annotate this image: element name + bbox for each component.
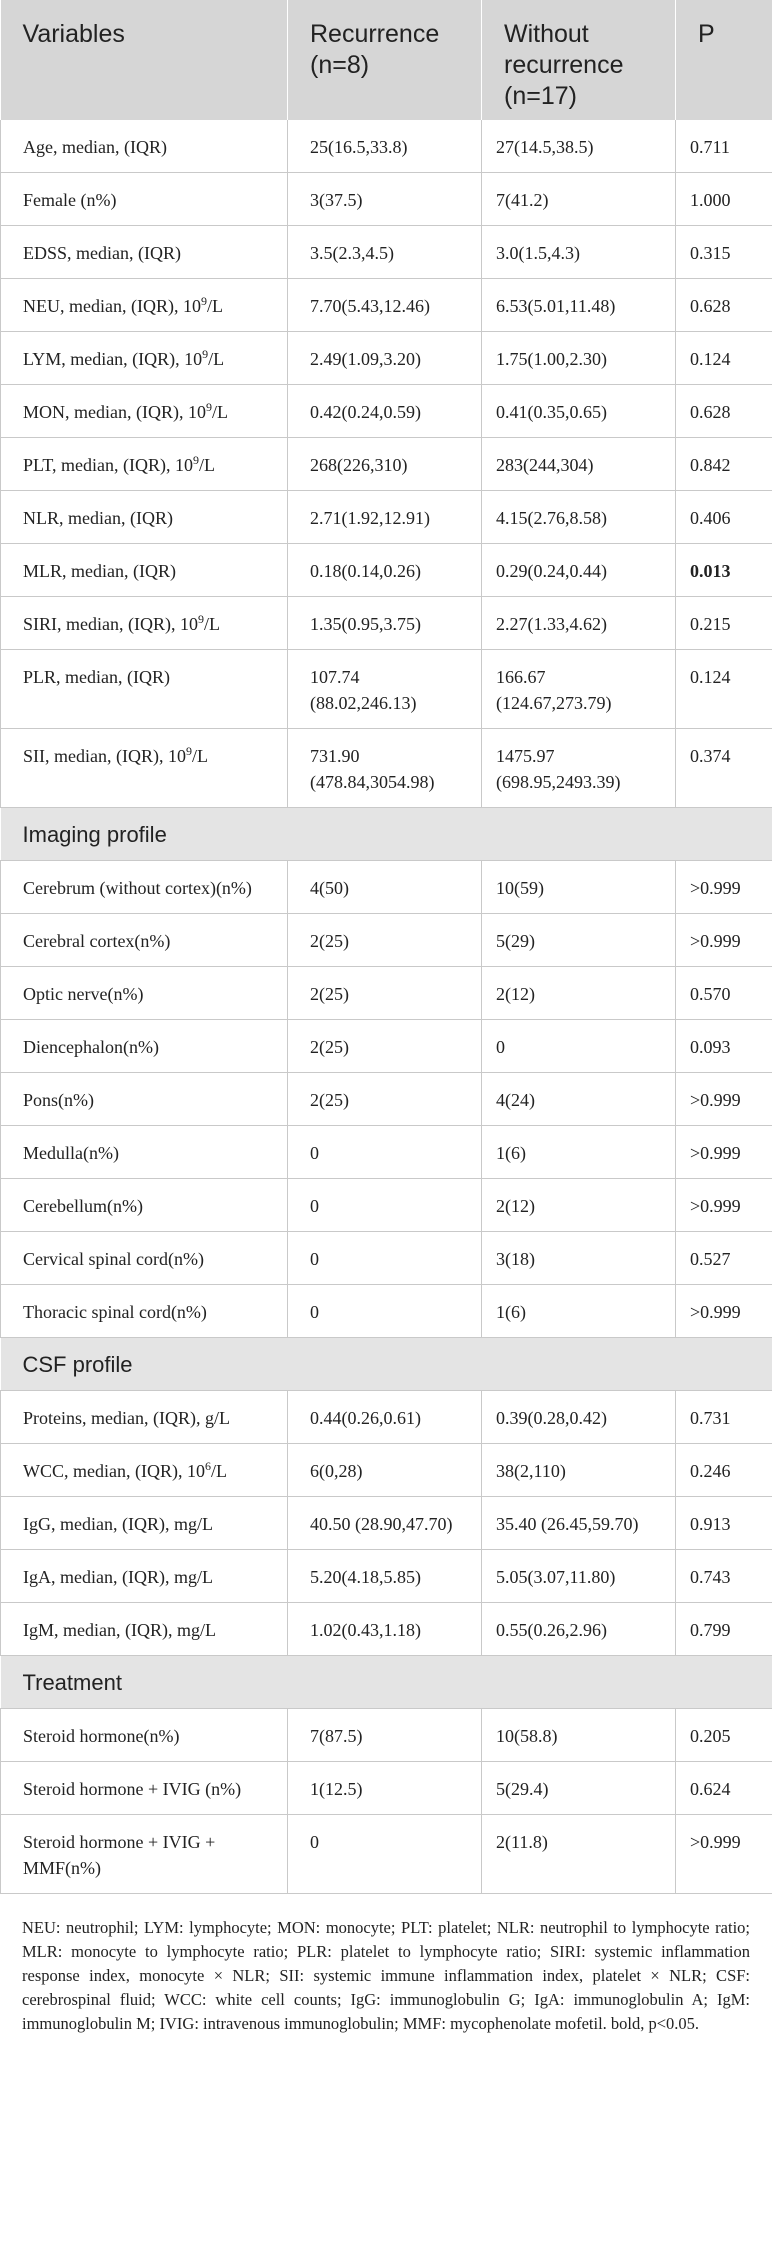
table-body bbox=[1, 120, 772, 1894]
without-recurrence-value: 2(12) bbox=[482, 967, 676, 1020]
section-row bbox=[1, 1338, 772, 1391]
without-recurrence-value: 5(29.4) bbox=[482, 1762, 676, 1815]
variable-cell bbox=[1, 1126, 288, 1179]
p-value: 0.124 bbox=[676, 650, 772, 729]
table-row bbox=[1, 438, 772, 491]
without-recurrence-value: 5(29) bbox=[482, 914, 676, 967]
table-row bbox=[1, 1709, 772, 1762]
without-recurrence-value: 10(59) bbox=[482, 861, 676, 914]
p-value: 0.406 bbox=[676, 491, 772, 544]
table-row bbox=[1, 1179, 772, 1232]
without-recurrence-value: 1(6) bbox=[482, 1126, 676, 1179]
without-recurrence-value: 27(14.5,38.5) bbox=[482, 120, 676, 173]
unit-tail: /L bbox=[198, 455, 215, 475]
recurrence-value: 25(16.5,33.8) bbox=[288, 120, 482, 173]
unit-tail: /L bbox=[191, 746, 208, 766]
table-row bbox=[1, 491, 772, 544]
variable-label: Female (n%) bbox=[23, 190, 117, 210]
table-row bbox=[1, 861, 772, 914]
table-row bbox=[1, 332, 772, 385]
table-row bbox=[1, 279, 772, 332]
unit-tail: /L bbox=[206, 296, 223, 316]
recurrence-value: 1.35(0.95,3.75) bbox=[288, 597, 482, 650]
table-row bbox=[1, 1762, 772, 1815]
variable-label: SIRI, median, (IQR), 10 bbox=[23, 614, 198, 634]
variable-cell bbox=[1, 173, 288, 226]
p-value: 0.093 bbox=[676, 1020, 772, 1073]
unit-exponent: 6 bbox=[204, 1459, 211, 1473]
variable-cell bbox=[1, 1550, 288, 1603]
variable-label: MLR, median, (IQR) bbox=[23, 561, 176, 581]
p-value: 0.628 bbox=[676, 279, 772, 332]
recurrence-value: 6(0,28) bbox=[288, 1444, 482, 1497]
table-row bbox=[1, 1285, 772, 1338]
variable-cell bbox=[1, 861, 288, 914]
variable-label: SII, median, (IQR), 10 bbox=[23, 746, 186, 766]
recurrence-value: 1.02(0.43,1.18) bbox=[288, 1603, 482, 1656]
variable-cell bbox=[1, 1179, 288, 1232]
variable-cell bbox=[1, 1762, 288, 1815]
variable-label: Steroid hormone + IVIG (n%) bbox=[23, 1779, 242, 1799]
table-row bbox=[1, 1497, 772, 1550]
without-recurrence-value: 5.05(3.07,11.80) bbox=[482, 1550, 676, 1603]
p-value: >0.999 bbox=[676, 861, 772, 914]
variable-label: NEU, median, (IQR), 10 bbox=[23, 296, 201, 316]
p-value: 0.711 bbox=[676, 120, 772, 173]
variable-label: Age, median, (IQR) bbox=[23, 137, 167, 157]
variable-label: PLR, median, (IQR) bbox=[23, 667, 170, 687]
p-value: 0.913 bbox=[676, 1497, 772, 1550]
recurrence-value: 7(87.5) bbox=[288, 1709, 482, 1762]
without-recurrence-value: 6.53(5.01,11.48) bbox=[482, 279, 676, 332]
unit-tail: /L bbox=[211, 402, 228, 422]
variable-cell bbox=[1, 914, 288, 967]
without-recurrence-value: 0 bbox=[482, 1020, 676, 1073]
variable-label: NLR, median, (IQR) bbox=[23, 508, 173, 528]
recurrence-value: 40.50 (28.90,47.70) bbox=[288, 1497, 482, 1550]
table-row bbox=[1, 1232, 772, 1285]
section-label: Treatment bbox=[1, 1656, 772, 1709]
without-recurrence-value: 35.40 (26.45,59.70) bbox=[482, 1497, 676, 1550]
without-recurrence-value: 283(244,304) bbox=[482, 438, 676, 491]
variable-label: Steroid hormone(n%) bbox=[23, 1726, 180, 1746]
p-value: >0.999 bbox=[676, 1179, 772, 1232]
p-value: 1.000 bbox=[676, 173, 772, 226]
recurrence-value: 2.49(1.09,3.20) bbox=[288, 332, 482, 385]
recurrence-value: 107.74 (88.02,246.13) bbox=[288, 650, 482, 729]
variable-cell bbox=[1, 385, 288, 438]
table-header bbox=[1, 0, 772, 120]
unit-exponent: 9 bbox=[202, 347, 209, 361]
recurrence-value: 5.20(4.18,5.85) bbox=[288, 1550, 482, 1603]
p-value: >0.999 bbox=[676, 1126, 772, 1179]
p-value: 0.624 bbox=[676, 1762, 772, 1815]
variable-cell bbox=[1, 1815, 288, 1894]
variable-cell bbox=[1, 544, 288, 597]
p-value: 0.570 bbox=[676, 967, 772, 1020]
recurrence-value: 2(25) bbox=[288, 967, 482, 1020]
recurrence-value: 0 bbox=[288, 1815, 482, 1894]
variable-cell bbox=[1, 1391, 288, 1444]
recurrence-value: 1(12.5) bbox=[288, 1762, 482, 1815]
recurrence-value: 2(25) bbox=[288, 1073, 482, 1126]
variable-cell bbox=[1, 226, 288, 279]
variable-cell bbox=[1, 597, 288, 650]
variable-cell bbox=[1, 1444, 288, 1497]
p-value: 0.743 bbox=[676, 1550, 772, 1603]
recurrence-value: 2(25) bbox=[288, 914, 482, 967]
without-recurrence-value: 2.27(1.33,4.62) bbox=[482, 597, 676, 650]
section-label: Imaging profile bbox=[1, 808, 772, 861]
recurrence-value: 0.44(0.26,0.61) bbox=[288, 1391, 482, 1444]
recurrence-value: 0 bbox=[288, 1232, 482, 1285]
variable-cell bbox=[1, 1497, 288, 1550]
without-recurrence-value: 0.55(0.26,2.96) bbox=[482, 1603, 676, 1656]
section-row bbox=[1, 1656, 772, 1709]
variable-label: Cervical spinal cord(n%) bbox=[23, 1249, 204, 1269]
p-value: 0.731 bbox=[676, 1391, 772, 1444]
variable-label: IgG, median, (IQR), mg/L bbox=[23, 1514, 213, 1534]
recurrence-value: 7.70(5.43,12.46) bbox=[288, 279, 482, 332]
table-row bbox=[1, 1815, 772, 1894]
p-value: 0.628 bbox=[676, 385, 772, 438]
header-row bbox=[1, 0, 772, 120]
without-recurrence-value: 1475.97 (698.95,2493.39) bbox=[482, 729, 676, 808]
unit-tail: /L bbox=[210, 1461, 227, 1481]
header-without-recurrence: Without recurrence (n=17) bbox=[482, 0, 676, 120]
variable-label: Cerebellum(n%) bbox=[23, 1196, 143, 1216]
variable-label: Steroid hormone + IVIG + MMF(n%) bbox=[23, 1832, 216, 1878]
p-value: >0.999 bbox=[676, 1815, 772, 1894]
variable-label: Proteins, median, (IQR), g/L bbox=[23, 1408, 230, 1428]
variable-cell bbox=[1, 1020, 288, 1073]
variable-label: LYM, median, (IQR), 10 bbox=[23, 349, 203, 369]
table-row bbox=[1, 650, 772, 729]
table-row bbox=[1, 1020, 772, 1073]
variable-label: IgA, median, (IQR), mg/L bbox=[23, 1567, 213, 1587]
variable-cell bbox=[1, 438, 288, 491]
table-row bbox=[1, 729, 772, 808]
variable-label: Pons(n%) bbox=[23, 1090, 94, 1110]
p-value: 0.205 bbox=[676, 1709, 772, 1762]
variable-cell bbox=[1, 1709, 288, 1762]
p-value: 0.215 bbox=[676, 597, 772, 650]
variable-cell bbox=[1, 491, 288, 544]
p-value: 0.315 bbox=[676, 226, 772, 279]
variable-label: IgM, median, (IQR), mg/L bbox=[23, 1620, 216, 1640]
p-value: 0.013 bbox=[676, 544, 772, 597]
variable-cell bbox=[1, 332, 288, 385]
without-recurrence-value: 38(2,110) bbox=[482, 1444, 676, 1497]
variable-label: PLT, median, (IQR), 10 bbox=[23, 455, 193, 475]
table-row bbox=[1, 226, 772, 279]
table-row bbox=[1, 173, 772, 226]
p-value: >0.999 bbox=[676, 914, 772, 967]
table-row bbox=[1, 1444, 772, 1497]
unit-exponent: 9 bbox=[192, 453, 199, 467]
table-row bbox=[1, 967, 772, 1020]
table-footnote: NEU: neutrophil; LYM: lymphocyte; MON: monocyte; PLT: platelet; NLR: neutrophil to lymphocyte ratio; MLR: monocyte to lymphocyte ratio; PLR: platelet to lymphocyte ratio; SIRI: systemic inflammation response index, monocyte × NLR; SII: systemic immune inflammation index, platelet × NLR; CSF: cerebrospinal fluid; WCC: white cell counts; IgG: immunoglobulin G; IgA: immunoglobulin A; IgM: immunoglobulin M; IVIG: intravenous immunoglobulin; MMF: mycophenolate mofetil. bold, p<0.05. bbox=[22, 1918, 750, 2033]
variable-cell bbox=[1, 1603, 288, 1656]
header-recurrence: Recurrence (n=8) bbox=[288, 0, 482, 120]
table-row bbox=[1, 544, 772, 597]
variable-cell bbox=[1, 1232, 288, 1285]
without-recurrence-value: 0.29(0.24,0.44) bbox=[482, 544, 676, 597]
variable-cell bbox=[1, 120, 288, 173]
table-row bbox=[1, 120, 772, 173]
unit-tail: /L bbox=[203, 614, 220, 634]
variable-label: EDSS, median, (IQR) bbox=[23, 243, 181, 263]
variable-cell bbox=[1, 1285, 288, 1338]
table-row bbox=[1, 1391, 772, 1444]
without-recurrence-value: 0.41(0.35,0.65) bbox=[482, 385, 676, 438]
without-recurrence-value: 2(12) bbox=[482, 1179, 676, 1232]
p-value: >0.999 bbox=[676, 1073, 772, 1126]
table-row bbox=[1, 385, 772, 438]
header-p: P bbox=[676, 0, 772, 120]
without-recurrence-value: 2(11.8) bbox=[482, 1815, 676, 1894]
table-row bbox=[1, 1603, 772, 1656]
section-row bbox=[1, 808, 772, 861]
without-recurrence-value: 1(6) bbox=[482, 1285, 676, 1338]
without-recurrence-value: 7(41.2) bbox=[482, 173, 676, 226]
header-variables: Variables bbox=[1, 0, 288, 120]
variable-label: Optic nerve(n%) bbox=[23, 984, 144, 1004]
variable-label: Diencephalon(n%) bbox=[23, 1037, 159, 1057]
p-value: 0.799 bbox=[676, 1603, 772, 1656]
variable-label: WCC, median, (IQR), 10 bbox=[23, 1461, 205, 1481]
recurrence-value: 0 bbox=[288, 1179, 482, 1232]
p-value: >0.999 bbox=[676, 1285, 772, 1338]
recurrence-value: 2(25) bbox=[288, 1020, 482, 1073]
unit-exponent: 9 bbox=[205, 400, 212, 414]
p-value: 0.842 bbox=[676, 438, 772, 491]
recurrence-value: 731.90 (478.84,3054.98) bbox=[288, 729, 482, 808]
p-value: 0.124 bbox=[676, 332, 772, 385]
without-recurrence-value: 3(18) bbox=[482, 1232, 676, 1285]
table-row bbox=[1, 1550, 772, 1603]
variable-cell bbox=[1, 729, 288, 808]
recurrence-value: 0.18(0.14,0.26) bbox=[288, 544, 482, 597]
recurrence-value: 0.42(0.24,0.59) bbox=[288, 385, 482, 438]
recurrence-value: 4(50) bbox=[288, 861, 482, 914]
recurrence-value: 3.5(2.3,4.5) bbox=[288, 226, 482, 279]
p-value: 0.527 bbox=[676, 1232, 772, 1285]
p-value: 0.374 bbox=[676, 729, 772, 808]
table-row bbox=[1, 914, 772, 967]
unit-tail: /L bbox=[208, 349, 225, 369]
without-recurrence-value: 10(58.8) bbox=[482, 1709, 676, 1762]
table-row bbox=[1, 1073, 772, 1126]
variable-label: Cerebral cortex(n%) bbox=[23, 931, 171, 951]
without-recurrence-value: 4.15(2.76,8.58) bbox=[482, 491, 676, 544]
p-value: 0.246 bbox=[676, 1444, 772, 1497]
recurrence-value: 0 bbox=[288, 1126, 482, 1179]
section-label: CSF profile bbox=[1, 1338, 772, 1391]
variable-label: Cerebrum (without cortex)(n%) bbox=[23, 878, 252, 898]
recurrence-value: 0 bbox=[288, 1285, 482, 1338]
table-row bbox=[1, 597, 772, 650]
without-recurrence-value: 0.39(0.28,0.42) bbox=[482, 1391, 676, 1444]
without-recurrence-value: 166.67 (124.67,273.79) bbox=[482, 650, 676, 729]
recurrence-value: 3(37.5) bbox=[288, 173, 482, 226]
without-recurrence-value: 1.75(1.00,2.30) bbox=[482, 332, 676, 385]
variable-label: Thoracic spinal cord(n%) bbox=[23, 1302, 207, 1322]
recurrence-value: 2.71(1.92,12.91) bbox=[288, 491, 482, 544]
variable-cell bbox=[1, 279, 288, 332]
unit-exponent: 9 bbox=[200, 294, 207, 308]
unit-exponent: 9 bbox=[185, 744, 192, 758]
variable-cell bbox=[1, 967, 288, 1020]
variable-label: MON, median, (IQR), 10 bbox=[23, 402, 206, 422]
unit-exponent: 9 bbox=[197, 612, 204, 626]
recurrence-value: 268(226,310) bbox=[288, 438, 482, 491]
variable-cell bbox=[1, 650, 288, 729]
without-recurrence-value: 3.0(1.5,4.3) bbox=[482, 226, 676, 279]
without-recurrence-value: 4(24) bbox=[482, 1073, 676, 1126]
variable-label: Medulla(n%) bbox=[23, 1143, 119, 1163]
variable-cell bbox=[1, 1073, 288, 1126]
table-row bbox=[1, 1126, 772, 1179]
